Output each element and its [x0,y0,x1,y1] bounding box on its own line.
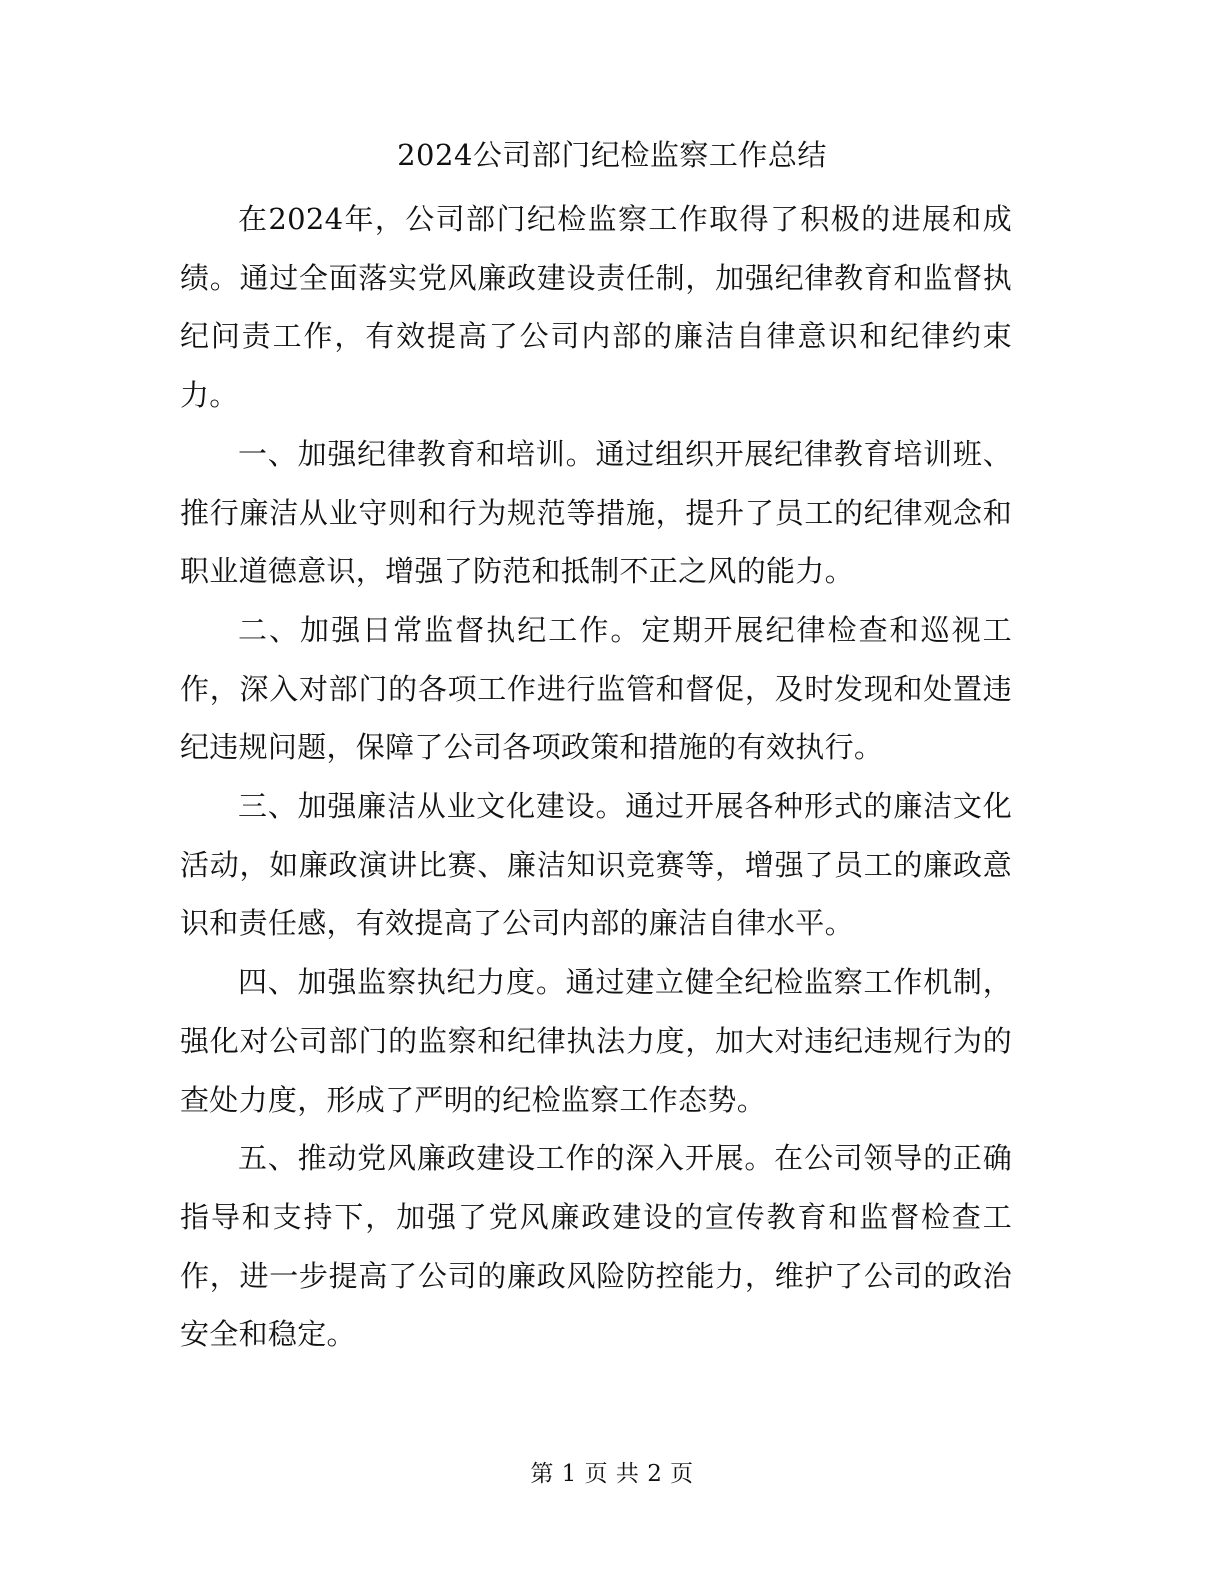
section-3-paragraph: 三、加强廉洁从业文化建设。通过开展各种形式的廉洁文化活动，如廉政演讲比赛、廉洁知识竞赛等，增强了员工的廉政意识和责任感，有效提高了公司内部的廉洁自律水平。 [180,789,1012,941]
section-4-paragraph: 四、加强监察执纪力度。通过建立健全纪检监察工作机制，强化对公司部门的监察和纪律执法力度，加大对违纪违规行为的查处力度，形成了严明的纪检监察工作态势。 [180,965,1012,1117]
document-body [180,190,1012,1364]
section-1-paragraph: 一、加强纪律教育和培训。通过组织开展纪律教育培训班、推行廉洁从业守则和行为规范等措施，提升了员工的纪律观念和职业道德意识，增强了防范和抵制不正之风的能力。 [180,436,1012,589]
page-number-footer: 第 1 页 共 2 页 [530,1461,694,1487]
section-2-paragraph: 二、加强日常监督执纪工作。定期开展纪律检查和巡视工作，深入对部门的各项工作进行监管和督促，及时发现和处置违纪违规问题，保障了公司各项政策和措施的有效执行。 [180,612,1012,765]
section-5-paragraph: 五、推动党风廉政建设工作的深入开展。在公司领导的正确指导和支持下，加强了党风廉政建设的宣传教育和监督检查工作，进一步提高了公司的廉政风险防控能力，维护了公司的政治安全和稳定。 [180,1141,1012,1352]
document-title: 2024公司部门纪检监察工作总结 [397,138,827,172]
intro-paragraph: 在2024年，公司部门纪检监察工作取得了积极的进展和成绩。通过全面落实党风廉政建设责任制，加强纪律教育和监督执纪问责工作，有效提高了公司内部的廉洁自律意识和纪律约束力。 [180,202,1012,413]
